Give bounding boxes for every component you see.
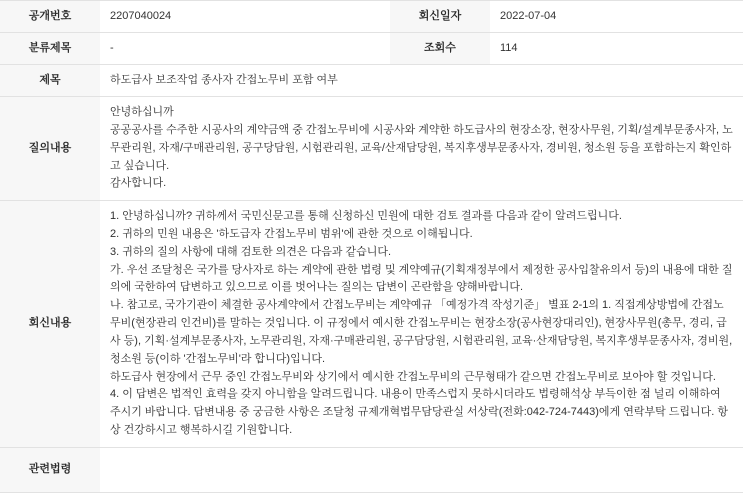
answer-paragraph: 나. 참고로, 국가기관이 체결한 공사계약에서 간접노무비는 계약예규 「예정가격 작성기준」 별표 2-1의 1. 직접계상방법에 간접노무비(현장관리 인건비)를 말하는 것입니다. 이 규정에서 예시한 간접노무비는 현장소장(공사현장대리인), 현장사무원(총무, 경리, 급사 등), 기획·설계부문종사자, 노무관리원, 자재·구매관리원, 공구담당원, 시험관리원, 교육·산재담당원, 복지후생부문종사자, 경비원, 청소원 등(이하 '간접노무비'라 합니다)입니다. xyxy=(110,299,733,365)
value-title: 하도급사 보조작업 종사자 간접노무비 포함 여부 xyxy=(100,65,743,97)
value-disclosure-number: 2207040024 xyxy=(100,1,390,33)
label-view-count: 조회수 xyxy=(390,33,490,65)
answer-paragraph: 가. 우선 조달청은 국가를 당사자로 하는 계약에 관한 법령 및 계약예규(기획재정부에서 제정한 공사입찰유의서 등)의 내용에 대한 질의에 국한하여 답변하고 있으므로 이를 벗어나는 질의는 답변이 곤란함을 양해바랍니다. xyxy=(110,263,733,294)
label-answer: 회신내용 xyxy=(0,201,100,448)
answer-paragraph: 3. 귀하의 질의 사항에 대해 검토한 의견은 다음과 같습니다. xyxy=(110,245,392,258)
table-row-title xyxy=(0,65,743,97)
value-reply-date: 2022-07-04 xyxy=(490,1,743,33)
answer-paragraph: 1. 안녕하십니까? 귀하께서 국민신문고를 통해 신청하신 민원에 대한 검토 결과를 다음과 같이 알려드립니다. xyxy=(110,210,622,223)
label-category-title: 분류제목 xyxy=(0,33,100,65)
label-title: 제목 xyxy=(0,65,100,97)
table-row-related-law xyxy=(0,447,743,492)
value-view-count: 114 xyxy=(490,33,743,65)
label-reply-date: 회신일자 xyxy=(390,1,490,33)
question-paragraph: 안녕하십니까 xyxy=(110,106,174,119)
question-paragraph: 감사합니다. xyxy=(110,177,167,190)
label-related-law: 관련법령 xyxy=(0,447,100,492)
label-question: 질의내용 xyxy=(0,97,100,201)
answer-paragraph: 2. 귀하의 민원 내용은 '하도급자 간접노무비 범위'에 관한 것으로 이해됩니다. xyxy=(110,228,473,241)
value-related-law xyxy=(100,447,743,492)
value-answer xyxy=(100,201,743,448)
table-row-question xyxy=(0,97,743,201)
table-row xyxy=(0,33,743,65)
answer-paragraph: 하도급사 현장에서 근무 중인 간접노무비와 상기에서 예시한 간접노무비의 근무형태가 같으면 간접노무비로 보아야 할 것입니다. xyxy=(110,370,716,383)
answer-paragraph: 4. 이 답변은 법적인 효력을 갖지 아니함을 알려드립니다. 내용이 만족스럽지 못하시더라도 법령해석상 부득이한 점 널리 이해하여 주시기 바랍니다. 답변내용 중 궁금한 사항은 조달청 규제개혁법무담당관실 서상락(전화:042-724-7443)에게 연락부탁 드립니다. 항상 건강하시고 행복하시길 기원합니다. xyxy=(110,388,729,436)
table-row xyxy=(0,1,743,33)
value-question xyxy=(100,97,743,201)
label-disclosure-number: 공개번호 xyxy=(0,1,100,33)
question-paragraph: 공공공사를 수주한 시공사의 계약금액 중 간접노무비에 시공사와 계약한 하도급사의 현장소장, 현장사무원, 기획/설계부문종사자, 노무관리원, 자재/구매관리원, 공구당담원, 시험관리원, 교육/산재담당원, 복지후생부문종사자, 경비원, 청소원 등을 포함하는지 확인하고 싶습니다. xyxy=(110,123,733,172)
table-row-answer xyxy=(0,201,743,448)
value-category-title: - xyxy=(100,33,390,65)
